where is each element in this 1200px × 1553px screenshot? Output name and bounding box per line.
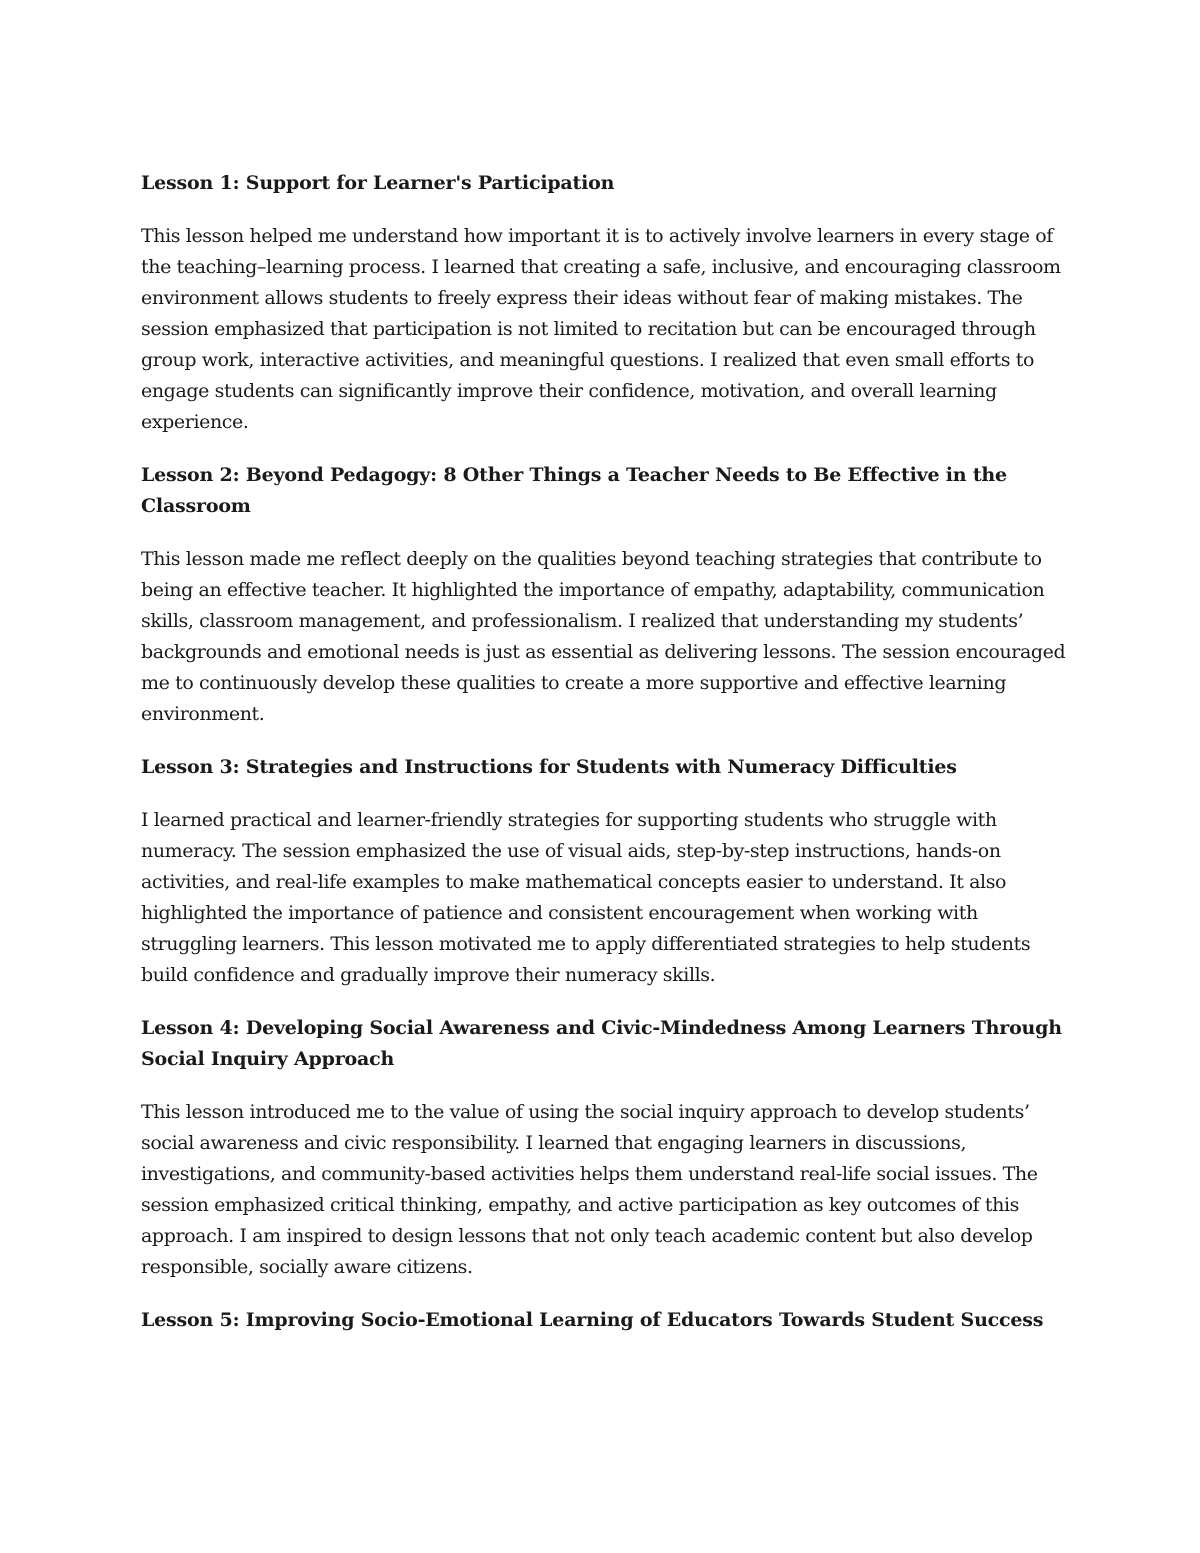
document-content	[141, 168, 1071, 1358]
lesson-1-body: This lesson helped me understand how important it is to actively involve learners in every stage of the teaching–learning process. I learned that creating a safe, inclusive, and encouraging classroom environment allows students to freely express their ideas without fear of making mistakes. The session emphasized that participation is not limited to recitation but can be encouraged through group work, interactive activities, and meaningful questions. I realized that even small efforts to engage students can significantly improve their confidence, motivation, and overall learning experience.	[141, 225, 1061, 433]
lesson-2-heading: Lesson 2: Beyond Pedagogy: 8 Other Things a Teacher Needs to Be Effective in the Classroom	[141, 464, 1007, 517]
lesson-5-heading: Lesson 5: Improving Socio-Emotional Learning of Educators Towards Student Success	[141, 1309, 1044, 1331]
lesson-4-heading: Lesson 4: Developing Social Awareness and Civic-Mindedness Among Learners Through Social Inquiry Approach	[141, 1017, 1062, 1070]
lesson-3-body: I learned practical and learner-friendly strategies for supporting students who struggle with numeracy. The session emphasized the use of visual aids, step-by-step instructions, hands-on activities, and real-life examples to make mathematical concepts easier to understand. It also highlighted the importance of patience and consistent encouragement when working with struggling learners. This lesson motivated me to apply differentiated strategies to help students build confidence and gradually improve their numeracy skills.	[141, 809, 1031, 986]
lesson-4-body: This lesson introduced me to the value of using the social inquiry approach to develop students’ social awareness and civic responsibility. I learned that engaging learners in discussions, investigations, and community-based activities helps them understand real-life social issues. The session emphasized critical thinking, empathy, and active participation as key outcomes of this approach. I am inspired to design lessons that not only teach academic content but also develop responsible, socially aware citizens.	[141, 1101, 1038, 1278]
lesson-3-heading: Lesson 3: Strategies and Instructions for Students with Numeracy Difficulties	[141, 756, 957, 778]
lesson-2-body: This lesson made me reflect deeply on the qualities beyond teaching strategies that contribute to being an effective teacher. It highlighted the importance of empathy, adaptability, communication skills, classroom management, and professionalism. I realized that understanding my students’ backgrounds and emotional needs is just as essential as delivering lessons. The session encouraged me to continuously develop these qualities to create a more supportive and effective learning environment.	[141, 548, 1066, 725]
lesson-1-heading: Lesson 1: Support for Learner's Participation	[141, 172, 615, 194]
